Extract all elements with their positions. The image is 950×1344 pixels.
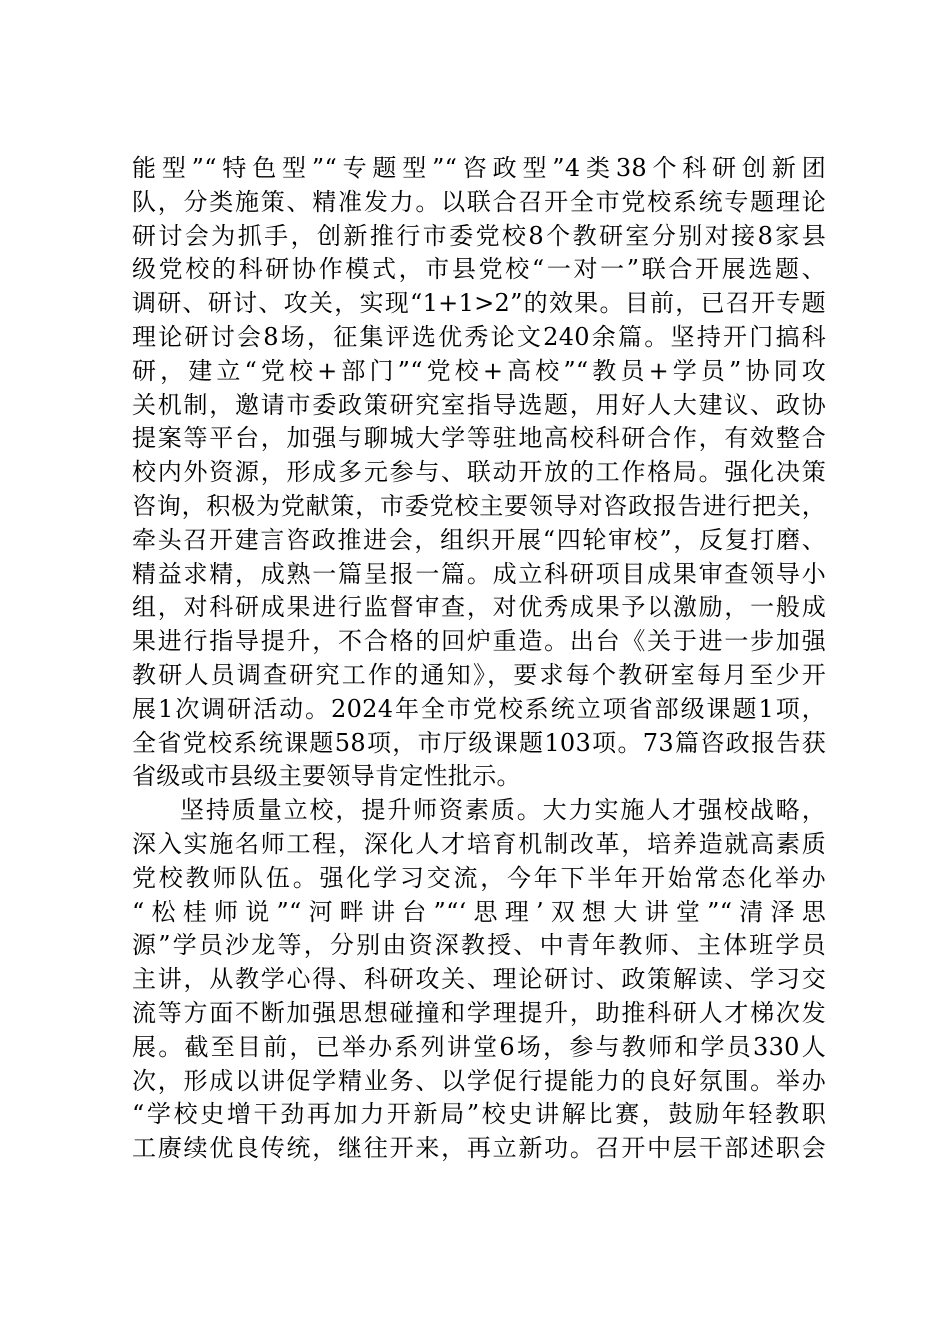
text-line: 全省党校系统课题58项，市厅级课题103项。73篇咨政报告获 — [132, 728, 826, 757]
text-line: 次，形成以讲促学精业务、以学促行提能力的良好氛围。举办 — [132, 1066, 826, 1095]
text-line: 源”学员沙龙等，分别由资深教授、中青年教师、主体班学员 — [132, 931, 826, 960]
text-line: 研讨会为抓手，创新推行市委党校8个教研室分别对接8家县 — [132, 221, 826, 250]
text-line: 教研人员调查研究工作的通知》，要求每个教研室每月至少开 — [132, 660, 826, 689]
text-line: 级党校的科研协作模式，市县党校“一对一”联合开展选题、 — [132, 255, 826, 284]
text-line: 关机制，邀请市委政策研究室指导选题，用好人大建议、政协 — [132, 390, 826, 419]
text-line: 党校教师队伍。强化学习交流，今年下半年开始常态化举办 — [132, 863, 826, 892]
paragraph-1 — [132, 152, 826, 794]
text-line: 主讲，从教学心得、科研攻关、理论研讨、政策解读、学习交 — [132, 965, 826, 994]
text-line: “松桂师说”“河畔讲台”“‘思理’双想大讲堂”“清泽思 — [132, 897, 826, 926]
text-line: 队，分类施策、精准发力。以联合召开全市党校系统专题理论 — [132, 187, 826, 216]
text-line: 坚持质量立校，提升师资素质。大力实施人才强校战略， — [180, 796, 826, 825]
text-line: 展。截至目前，已举办系列讲堂6场，参与教师和学员330人 — [132, 1032, 826, 1061]
text-line: 深入实施名师工程，深化人才培育机制改革，培养造就高素质 — [132, 829, 826, 858]
text-line: 精益求精，成熟一篇呈报一篇。成立科研项目成果审查领导小 — [132, 559, 826, 588]
text-line: 展1次调研活动。2024年全市党校系统立项省部级课题1项， — [132, 694, 826, 723]
text-line: 流等方面不断加强思想碰撞和学理提升，助推科研人才梯次发 — [132, 998, 826, 1027]
text-line: 提案等平台，加强与聊城大学等驻地高校科研合作，有效整合 — [132, 424, 826, 453]
text-line: 省级或市县级主要领导肯定性批示。 — [132, 762, 521, 791]
text-line: 调研、研讨、攻关，实现“1+1>2”的效果。目前，已召开专题 — [132, 289, 826, 318]
text-line: 理论研讨会8场，征集评选优秀论文240余篇。坚持开门搞科 — [132, 322, 826, 351]
text-line: 牵头召开建言咨政推进会，组织开展“四轮审校”，反复打磨、 — [132, 525, 826, 554]
text-line: 能型”“特色型”“专题型”“咨政型”4类38个科研创新团 — [132, 154, 826, 182]
text-line: 咨询，积极为党献策，市委党校主要领导对咨政报告进行把关， — [132, 491, 826, 520]
text-line: 组，对科研成果进行监督审查，对优秀成果予以激励，一般成 — [132, 593, 826, 622]
text-line: “学校史增干劲再加力开新局”校史讲解比赛，鼓励年轻教职 — [132, 1100, 826, 1129]
text-line: 果进行指导提升，不合格的回炉重造。出台《关于进一步加强 — [132, 627, 826, 656]
text-line: 研，建立“党校+部门”“党校+高校”“教员+学员”协同攻 — [132, 356, 826, 385]
text-line: 工赓续优良传统，继往开来，再立新功。召开中层干部述职会 — [132, 1134, 826, 1163]
document-body — [132, 152, 826, 1166]
paragraph-2 — [132, 794, 826, 1166]
text-line: 校内外资源，形成多元参与、联动开放的工作格局。强化决策 — [132, 458, 826, 487]
